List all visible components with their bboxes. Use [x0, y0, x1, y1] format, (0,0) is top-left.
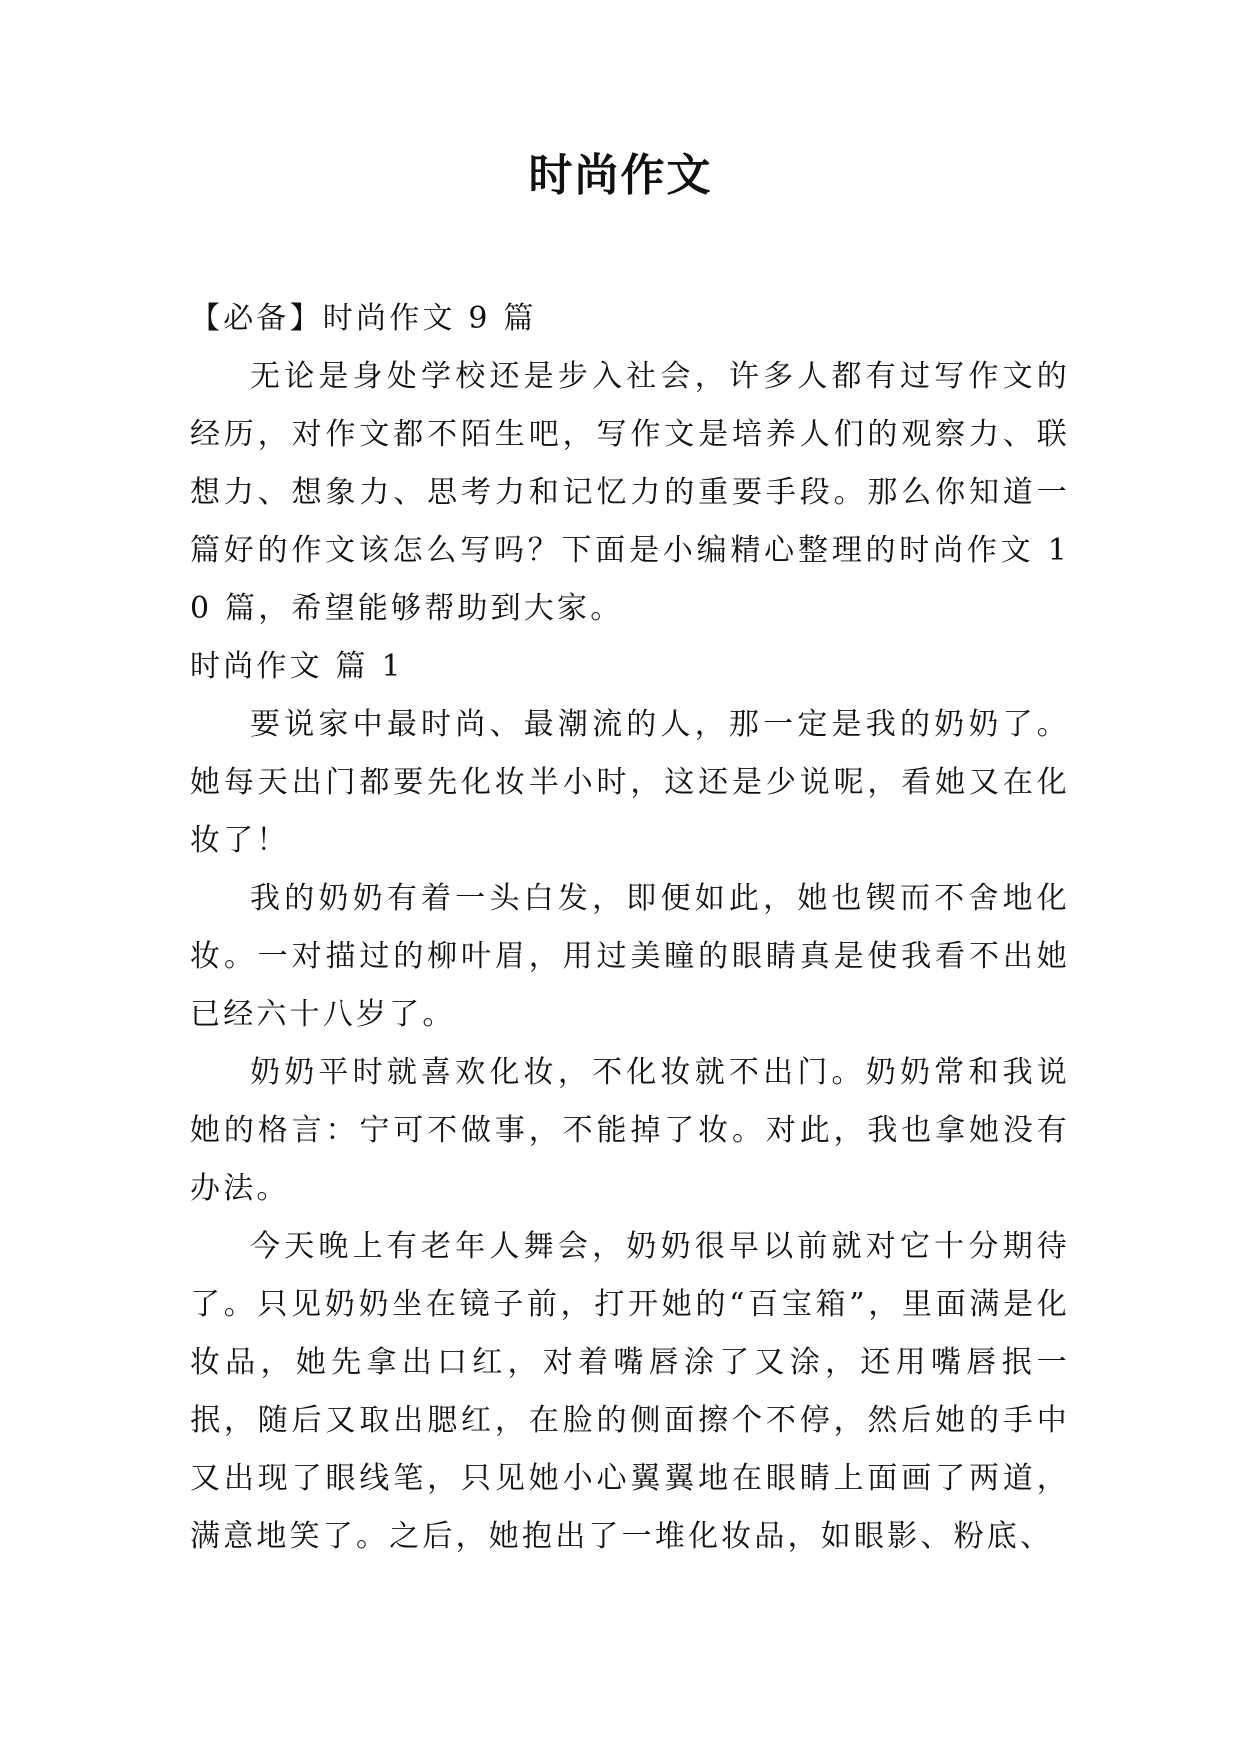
body-paragraph: 奶奶平时就喜欢化妆，不化妆就不出门。奶奶常和我说她的格言：宁可不做事，不能掉了妆。对此，我也拿她没有办法。 [190, 1055, 1070, 1206]
section-heading: 时尚作文 篇 1 [190, 649, 404, 684]
intro-paragraph: 无论是身处学校还是步入社会，许多人都有过写作文的经历，对作文都不陌生吧，写作文是培养人们的观察力、联想力、想象力、思考力和记忆力的重要手段。那么你知道一篇好的作文该怎么写吗？下面是小编精心整理的时尚作文 10 篇，希望能够帮助到大家。 [190, 359, 1070, 626]
body-paragraph: 要说家中最时尚、最潮流的人，那一定是我的奶奶了。她每天出门都要先化妆半小时，这还是少说呢，看她又在化妆了！ [190, 707, 1070, 858]
body-paragraph: 今天晚上有老年人舞会，奶奶很早以前就对它十分期待了。只见奶奶坐在镜子前，打开她的“百宝箱”，里面满是化妆品，她先拿出口红，对着嘴唇涂了又涂，还用嘴唇抿一抿，随后又取出腮红，在脸的侧面擦个不停，然后她的手中又出现了眼线笔，只见她小心翼翼地在眼睛上面画了两道，满意地笑了。之后，她抱出了一堆化妆品，如眼影、粉底、 [190, 1229, 1070, 1554]
body-paragraph: 我的奶奶有着一头白发，即便如此，她也锲而不舍地化妆。一对描过的柳叶眉，用过美瞳的眼睛真是使我看不出她已经六十八岁了。 [190, 881, 1070, 1032]
document-subtitle: 【必备】时尚作文 9 篇 [190, 301, 537, 336]
document-body [190, 290, 1070, 1566]
document-title: 时尚作文 [528, 150, 713, 201]
